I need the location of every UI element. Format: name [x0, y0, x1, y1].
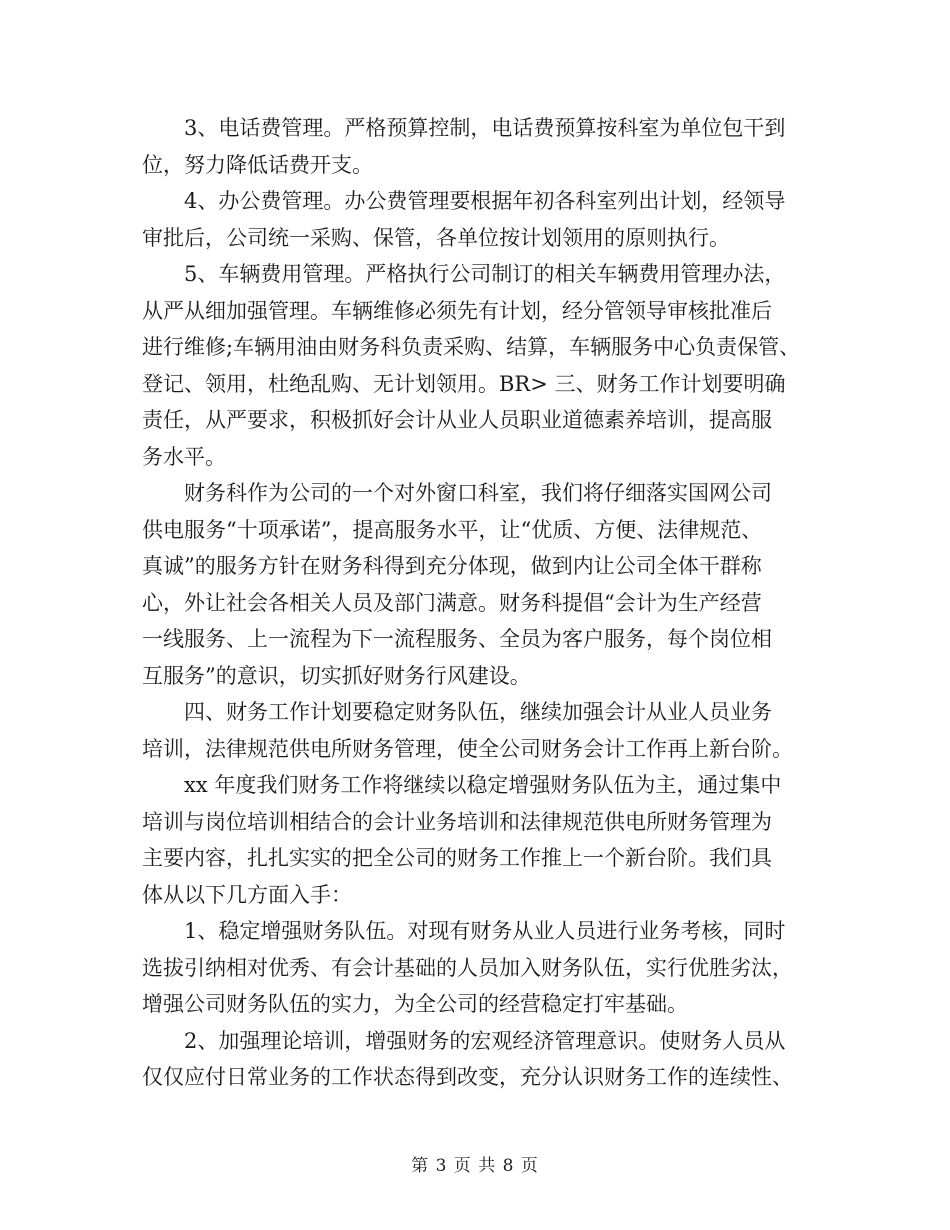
paragraph-vehicle-fee: 5、车辆费用管理。严格执行公司制订的相关车辆费用管理办法， 从严从细加强管理。车辆维修必须先有计划，经分管领导审核批准后 进行维修;车辆用油由财务科负责采购、结算，车辆服务中心负责保管、 登记、领用，杜绝乱购、无计划领用。BR> 三、财务工作计划要明确 责任，从严要求，积极抓好会计从业人员职业道德素养培训，提高服 务水平。 — [142, 262, 801, 469]
page-footer: 第 3 页 共 8 页 — [411, 1156, 539, 1176]
paragraph-phone-fee: 3、电话费管理。严格预算控制，电话费预算按科室为单位包干到 位，努力降低话费开支。 — [142, 116, 786, 177]
paragraph-annual-plan: xx 年度我们财务工作将继续以稳定增强财务队伍为主，通过集中 培训与岗位培训相结合的会计业务培训和法律规范供电所财务管理为 主要内容，扎扎实实的把全公司的财务工作推上一个新台阶。我们具 体从以下几方面入手： — [142, 773, 782, 907]
paragraph-section-four: 四、财务工作计划要稳定财务队伍，继续加强会计从业人员业务 培训，法律规范供电所财务管理，使全公司财务会计工作再上新台阶。 — [142, 700, 793, 761]
paragraph-theory-training: 2、加强理论培训，增强财务的宏观经济管理意识。使财务人员从 仅仅应付日常业务的工作状态得到改变，充分认识财务工作的连续性、 — [142, 1028, 793, 1089]
paragraph-stabilize-team: 1、稳定增强财务队伍。对现有财务从业人员进行业务考核，同时 选拔引纳相对优秀、有会计基础的人员加入财务队伍，实行优胜劣汰， 增强公司财务队伍的实力，为全公司的经营稳定打牢基础。 — [142, 919, 793, 1016]
paragraph-service-window: 财务科作为公司的一个对外窗口科室，我们将仔细落实国网公司 供电服务“十项承诺”，提高服务水平，让“优质、方便、法律规范、 真诚”的服务方针在财务科得到充分体现，做到内让公司全体干群称 心，外让社会各相关人员及部门满意。财务科提倡“会计为生产经营 一线服务、上一流程为下一流程服务、全员为客户服务，每个岗位相 互服务”的意识，切实抓好财务行风建设。 — [142, 481, 772, 688]
document-body — [142, 110, 822, 1096]
paragraph-office-fee: 4、办公费管理。办公费管理要根据年初各科室列出计划，经领导 审批后，公司统一采购、保管，各单位按计划领用的原则执行。 — [142, 189, 786, 250]
